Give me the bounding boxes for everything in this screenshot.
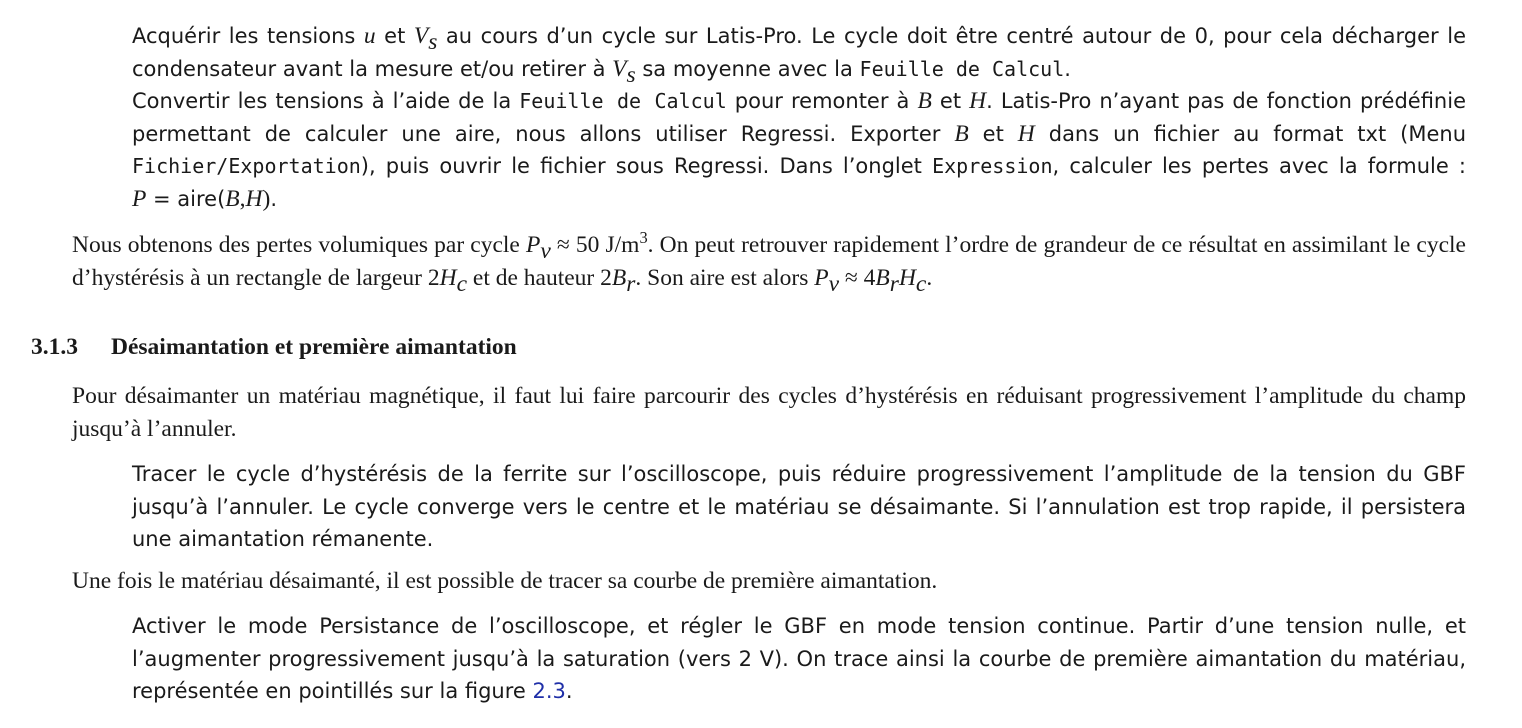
body-paragraph-desaimanter: Pour désaimanter un matériau magnétique, il faut lui faire parcourir des cycles d’hystérésis en réduisant progressivement l’amplitude du champ jusqu’à l’annuler.	[72, 383, 1466, 442]
section-number: 3.1.3	[31, 334, 78, 360]
figure-reference-link[interactable]: 2.3	[532, 679, 566, 703]
code-feuille-de-calcul: Feuille de Calcul	[519, 89, 727, 113]
instruction-paragraph-convert: Convertir les tensions à l’aide de la Feuille de Calcul pour remonter à B et H. Latis-Pro n’ayant pas de fonction prédéfinie permettant de calculer une aire, nous allons utiliser Regressi. Exporter B et H dans un fichier au format txt (Menu Fichier/Exportation), puis ouvrir le fichier sous Regressi. Dans l’onglet Expression, calculer les pertes avec la formule : P = aire(B,H).	[132, 88, 1467, 212]
formula-aire: P = aire(B,H)	[132, 185, 271, 212]
instruction-block-desaimantation: Tracer le cycle d’hystérésis de la ferrite sur l’oscilloscope, puis réduire progressivement l’amplitude de la tension du GBF jusqu’à l’annuler. Le cycle converge vers le centre et le matériau se désaimante. Si l’annulation est trop rapide, il persistera une aimantation rémanente.	[132, 462, 1466, 551]
instruction-paragraph-acquire: Acquérir les tensions u et $V_s$ au cours d’un cycle sur Latis-Pro. Le cycle doit être centré autour de 0, pour cela décharger le condensateur avant la mesure et/ou retirer à $V_s$ sa moyenne avec la Feuille de Calcul.	[132, 23, 1466, 88]
body-paragraph-premiere-aimantation: Une fois le matériau désaimanté, il est possible de tracer sa courbe de première aimantation.	[72, 568, 938, 594]
section-heading	[31, 332, 517, 362]
instruction-block-persistance: Activer le mode Persistance de l’oscilloscope, et régler le GBF en mode tension continue. Partir d’une tension nulle, et l’augmenter progressivement jusqu’à la saturation (vers 2 V). On trace ainsi la courbe de première aimantation du matériau, représentée en pointillés sur la figure 2.3.	[132, 614, 1466, 703]
section-title: Désaimantation et première aimantation	[111, 334, 517, 360]
code-feuille-de-calcul: Feuille de Calcul	[859, 56, 1065, 81]
code-expression: Expression	[932, 154, 1053, 178]
body-paragraph-pertes: Nous obtenons des pertes volumiques par cycle $P_v \approx 50$ $J/m^3$. On peut retrouver rapidement l’ordre de grandeur de ce résultat en assimilant le cycle d’hystérésis à un rectangle de largeur $2H_c$ et de hauteur $2B_r$. Son aire est alors $P_v \approx 4B_rH_c$.	[72, 227, 1466, 297]
code-fichier-exportation: Fichier/Exportation	[132, 154, 361, 178]
instruction-block-acquisition	[132, 20, 1466, 215]
